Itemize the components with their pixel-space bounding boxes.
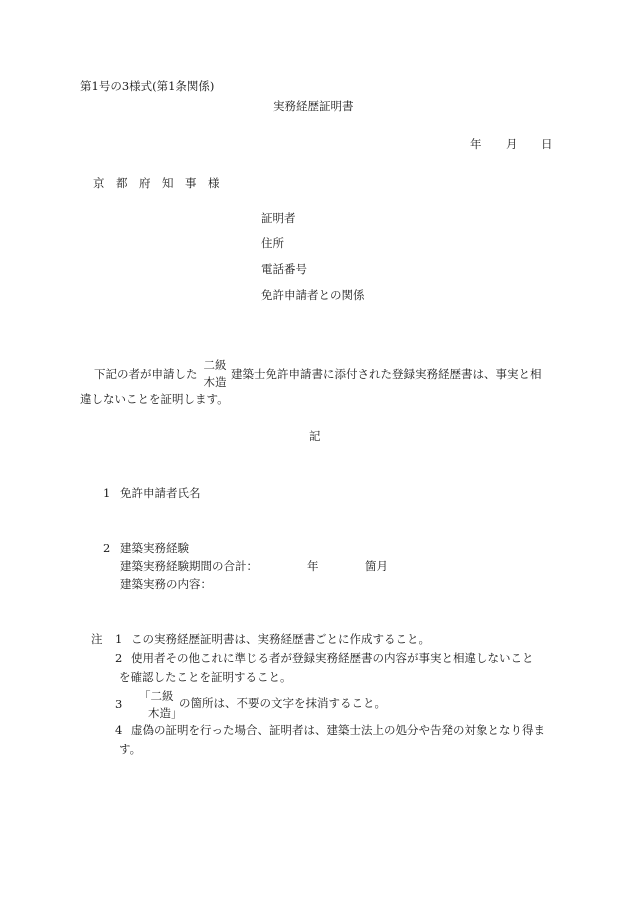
address-label: 住所 xyxy=(261,236,284,250)
experience-period-label: 建築実務経験期間の合計： xyxy=(120,559,258,573)
addressee-char-3: 府 xyxy=(139,176,151,190)
item-1-number: 1 xyxy=(103,486,111,500)
note-2-line-1: 使用者その他これに準じる者が登録実務経歴書の内容が事実と相違しないこと xyxy=(131,651,534,665)
statement-line-2: 違しないことを証明します。 xyxy=(80,392,229,406)
note-1-text: この実務経歴証明書は、実務経歴書ごとに作成すること。 xyxy=(131,632,430,646)
relation-label: 免許申請者との関係 xyxy=(261,288,365,302)
statement-post: 建築士免許申請書に添付された登録実務経歴書は、事実と相 xyxy=(231,367,542,381)
note-2-number: 2 xyxy=(115,651,123,665)
form-number: 第1号の3様式(第1条関係) xyxy=(80,79,215,93)
document-title: 実務経歴証明書 xyxy=(273,99,354,113)
note-4-line-1: 虚偽の証明を行った場合、証明者は、建築士法上の処分や告発の対象となり得ま xyxy=(131,723,545,737)
note-3-text: の箇所は、不要の文字を抹消すること。 xyxy=(179,696,386,710)
item-2-label: 建築実務経験 xyxy=(120,541,189,555)
item-1-label: 免許申請者氏名 xyxy=(120,486,201,500)
addressee-char-1: 京 xyxy=(93,176,105,190)
statement-pre: 下記の者が申請した xyxy=(94,367,198,381)
experience-year-unit: 年 xyxy=(307,559,319,573)
ki-heading: 記 xyxy=(309,429,321,443)
note-4-line-2: す。 xyxy=(119,742,142,756)
kind-nikyu: 二級 xyxy=(203,358,227,372)
addressee-char-4: 知 xyxy=(162,176,174,190)
date-month-label: 月 xyxy=(506,137,518,151)
note-3-kind-nikyu: 「二級 xyxy=(139,689,174,703)
date-year-label: 年 xyxy=(470,137,482,151)
note-1-number: 1 xyxy=(115,632,123,646)
note-3-number: 3 xyxy=(115,697,123,711)
phone-label: 電話番号 xyxy=(261,262,307,276)
note-4-number: 4 xyxy=(115,723,123,737)
qualification-kind-stack xyxy=(201,357,229,391)
addressee-char-5: 事 xyxy=(185,176,197,190)
experience-content-label: 建築実務の内容： xyxy=(120,577,212,591)
kind-mokuzou: 木造 xyxy=(203,375,227,389)
experience-month-unit: 箇月 xyxy=(365,559,388,573)
addressee-char-2: 都 xyxy=(116,176,128,190)
certifier-label: 証明者 xyxy=(261,211,296,225)
note-3-kind-mokuzou: 木造」 xyxy=(148,706,183,720)
note-2-line-2: を確認したことを証明すること。 xyxy=(119,670,292,684)
notes-heading: 注 xyxy=(91,632,103,646)
date-day-label: 日 xyxy=(541,137,553,151)
note-3-kind-stack xyxy=(139,688,181,722)
addressee-char-6: 様 xyxy=(208,176,220,190)
item-2-number: 2 xyxy=(103,541,111,555)
